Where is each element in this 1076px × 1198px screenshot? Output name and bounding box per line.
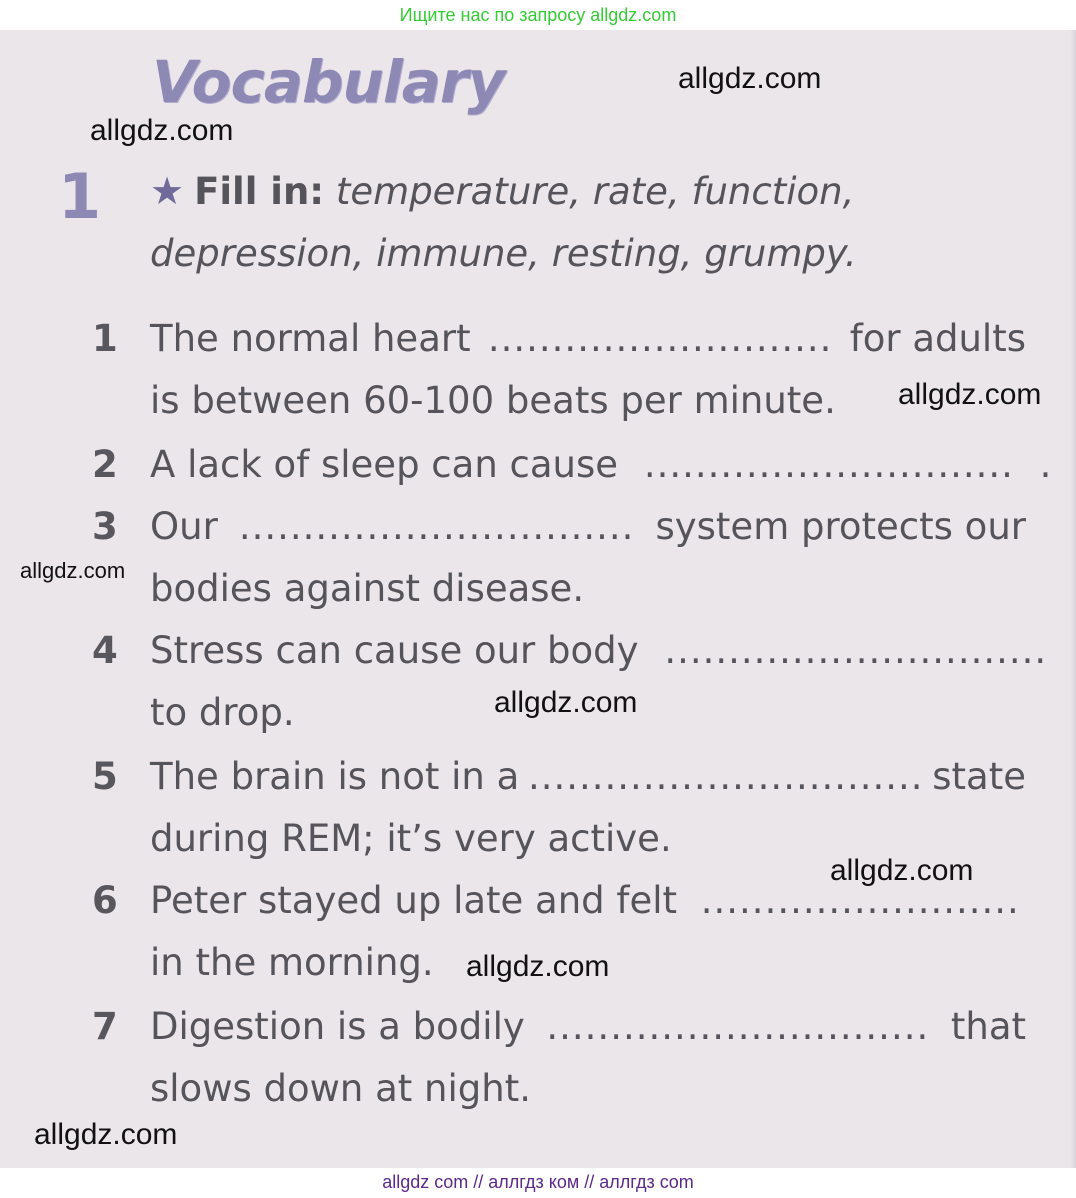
section-heading: Vocabulary <box>152 48 505 116</box>
word-list-line-1: temperature, rate, function, <box>335 170 855 213</box>
item-text: system protects our <box>655 505 1026 548</box>
item-text: state <box>932 755 1026 798</box>
answer-blank[interactable]: ............................... <box>238 505 635 548</box>
item-text: A lack of sleep can cause <box>150 443 619 486</box>
exercise-number: 1 <box>58 160 102 233</box>
item-text: . <box>1039 443 1052 486</box>
answer-blank[interactable]: .............................. <box>664 629 1048 672</box>
item-line <box>150 308 1026 370</box>
watermark-text: allgdz.com <box>466 950 610 983</box>
item-number: 5 <box>92 755 118 798</box>
item-line <box>150 434 1052 496</box>
item-number: 1 <box>92 317 118 360</box>
footer-links: allgdz com // аллгдз ком // аллгдз com <box>0 1168 1076 1198</box>
star-icon: ★ <box>150 169 185 213</box>
answer-blank[interactable]: ............................. <box>643 443 1014 486</box>
item-text: Stress can cause our body <box>150 629 639 672</box>
watermark-text: allgdz.com <box>898 378 1042 411</box>
item-number: 2 <box>92 443 118 486</box>
item-line: in the morning. <box>150 941 434 984</box>
item-text: for adults <box>849 317 1026 360</box>
watermark-text: allgdz.com <box>678 62 822 95</box>
item-line: is between 60-100 beats per minute. <box>150 379 836 422</box>
watermark-text: allgdz.com <box>494 686 638 719</box>
item-text: The brain is not in a <box>150 755 520 798</box>
watermark-text: allgdz.com <box>830 854 974 887</box>
item-text: Digestion is a bodily <box>150 1005 525 1048</box>
item-number: 6 <box>92 879 118 922</box>
watermark-text: allgdz.com <box>90 114 234 147</box>
item-line: to drop. <box>150 691 295 734</box>
item-line <box>150 620 1048 682</box>
item-line <box>150 996 1026 1058</box>
instruction-line-1 <box>150 160 1030 223</box>
item-text: that <box>950 1005 1026 1048</box>
instruction-label: Fill in: <box>194 170 325 213</box>
item-number: 4 <box>92 629 118 672</box>
watermark-text: allgdz.com <box>34 1118 178 1151</box>
exercise-instruction <box>150 160 1030 285</box>
item-line: during REM; it’s very active. <box>150 817 672 860</box>
item-text: Our <box>150 505 218 548</box>
item-line <box>150 746 1026 808</box>
answer-blank[interactable]: ........................... <box>487 317 833 360</box>
watermark-text: allgdz.com <box>20 558 126 583</box>
item-number: 3 <box>92 505 118 548</box>
answer-blank[interactable]: ......................... <box>700 879 1020 922</box>
search-banner: Ищите нас по запросу allgdz.com <box>399 5 677 25</box>
page-edge-shadow <box>1070 30 1076 1168</box>
item-line: slows down at night. <box>150 1067 531 1110</box>
word-list-line-2: depression, immune, resting, grumpy. <box>150 232 857 275</box>
item-text: Peter stayed up late and felt <box>150 879 677 922</box>
item-line <box>150 496 1026 558</box>
answer-blank[interactable]: .............................. <box>546 1005 930 1048</box>
item-text: The normal heart <box>150 317 471 360</box>
item-line: bodies against disease. <box>150 567 585 610</box>
answer-blank[interactable]: ............................... <box>527 755 924 798</box>
item-number: 7 <box>92 1005 118 1048</box>
